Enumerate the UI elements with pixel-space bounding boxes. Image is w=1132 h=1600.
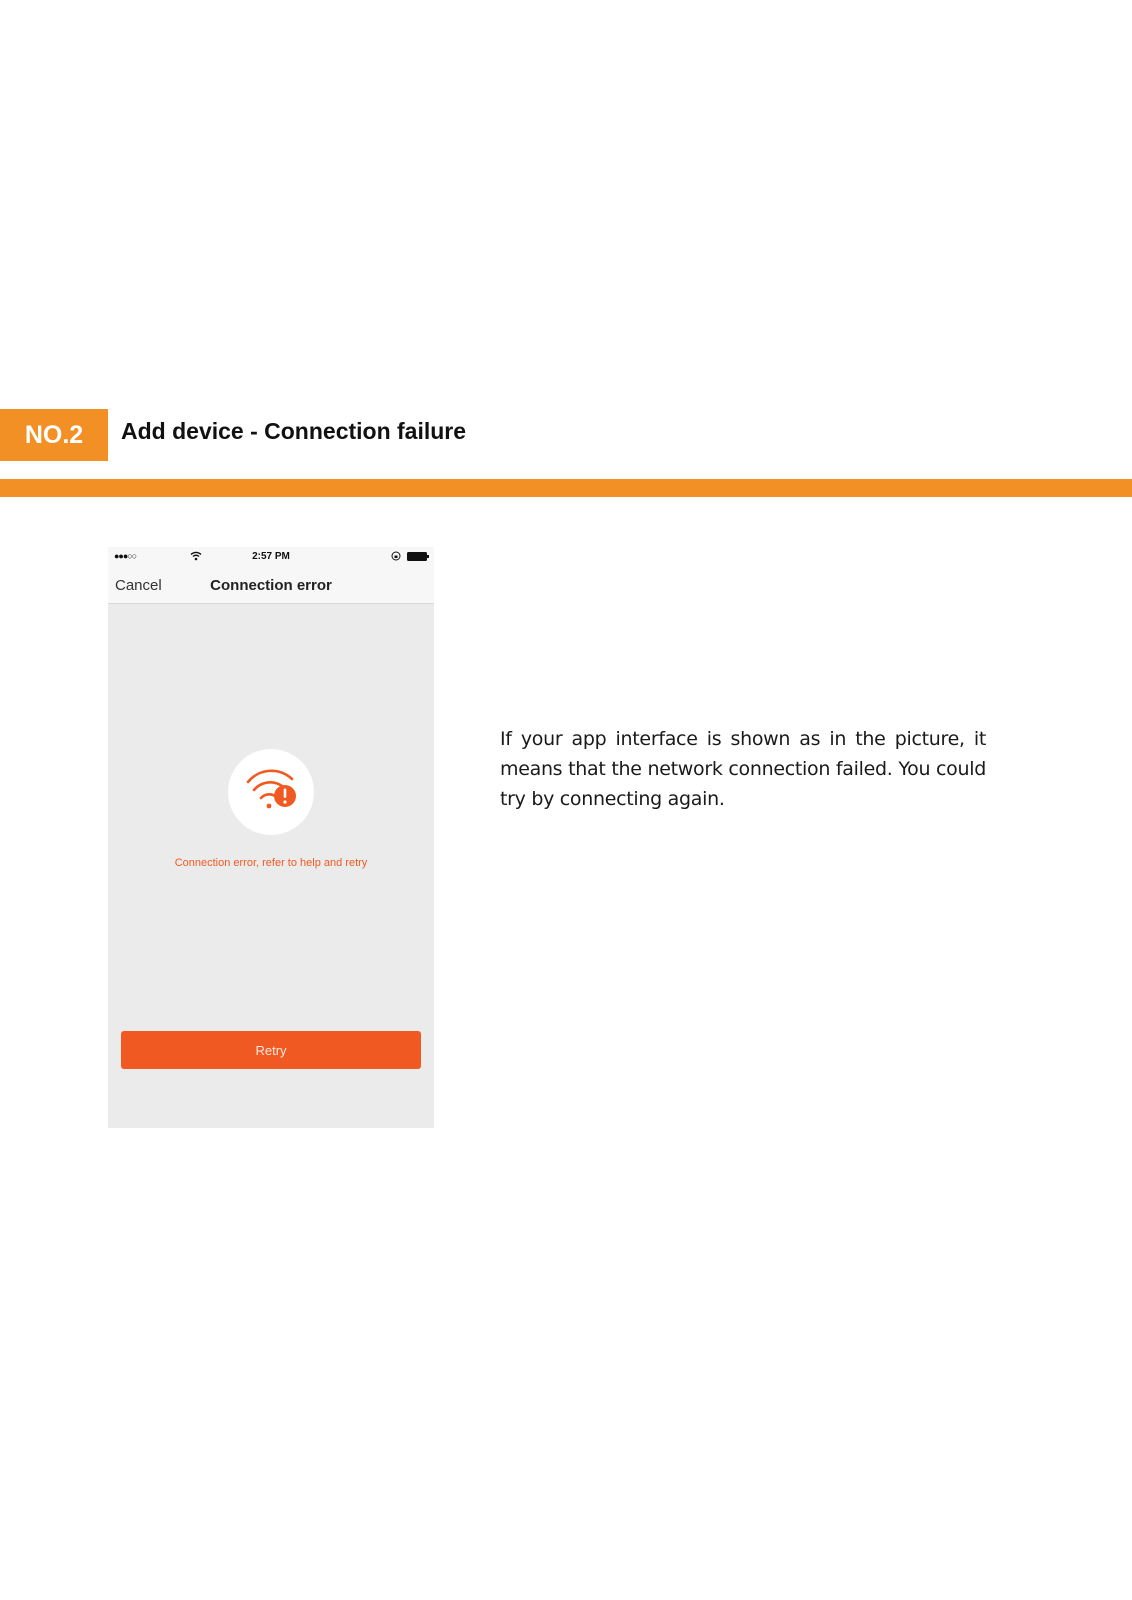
rotation-lock-icon [391, 551, 401, 561]
explanation-paragraph: If your app interface is shown as in the picture, it means that the network connection failed. You could try by connecting again. [500, 728, 986, 810]
signal-strength-icon: ●●●○○ [114, 551, 137, 561]
retry-button-label: Retry [255, 1042, 287, 1058]
screen-title: Connection error [210, 577, 332, 594]
navigation-bar [108, 567, 434, 604]
battery-icon [407, 552, 429, 561]
error-message: Connection error, refer to help and retry [174, 857, 368, 869]
status-bar [108, 547, 434, 567]
cancel-button[interactable]: Cancel [115, 577, 162, 594]
wifi-error-icon [246, 769, 298, 813]
section-number-badge [0, 409, 108, 461]
app-screenshot [108, 547, 434, 1128]
section-number: NO.2 [24, 420, 84, 449]
error-icon-badge [228, 749, 314, 835]
section-title: Add device - Connection failure [121, 418, 467, 444]
status-clock: 2:57 PM [252, 551, 290, 562]
section-divider [0, 479, 1132, 497]
retry-button[interactable] [121, 1031, 421, 1069]
